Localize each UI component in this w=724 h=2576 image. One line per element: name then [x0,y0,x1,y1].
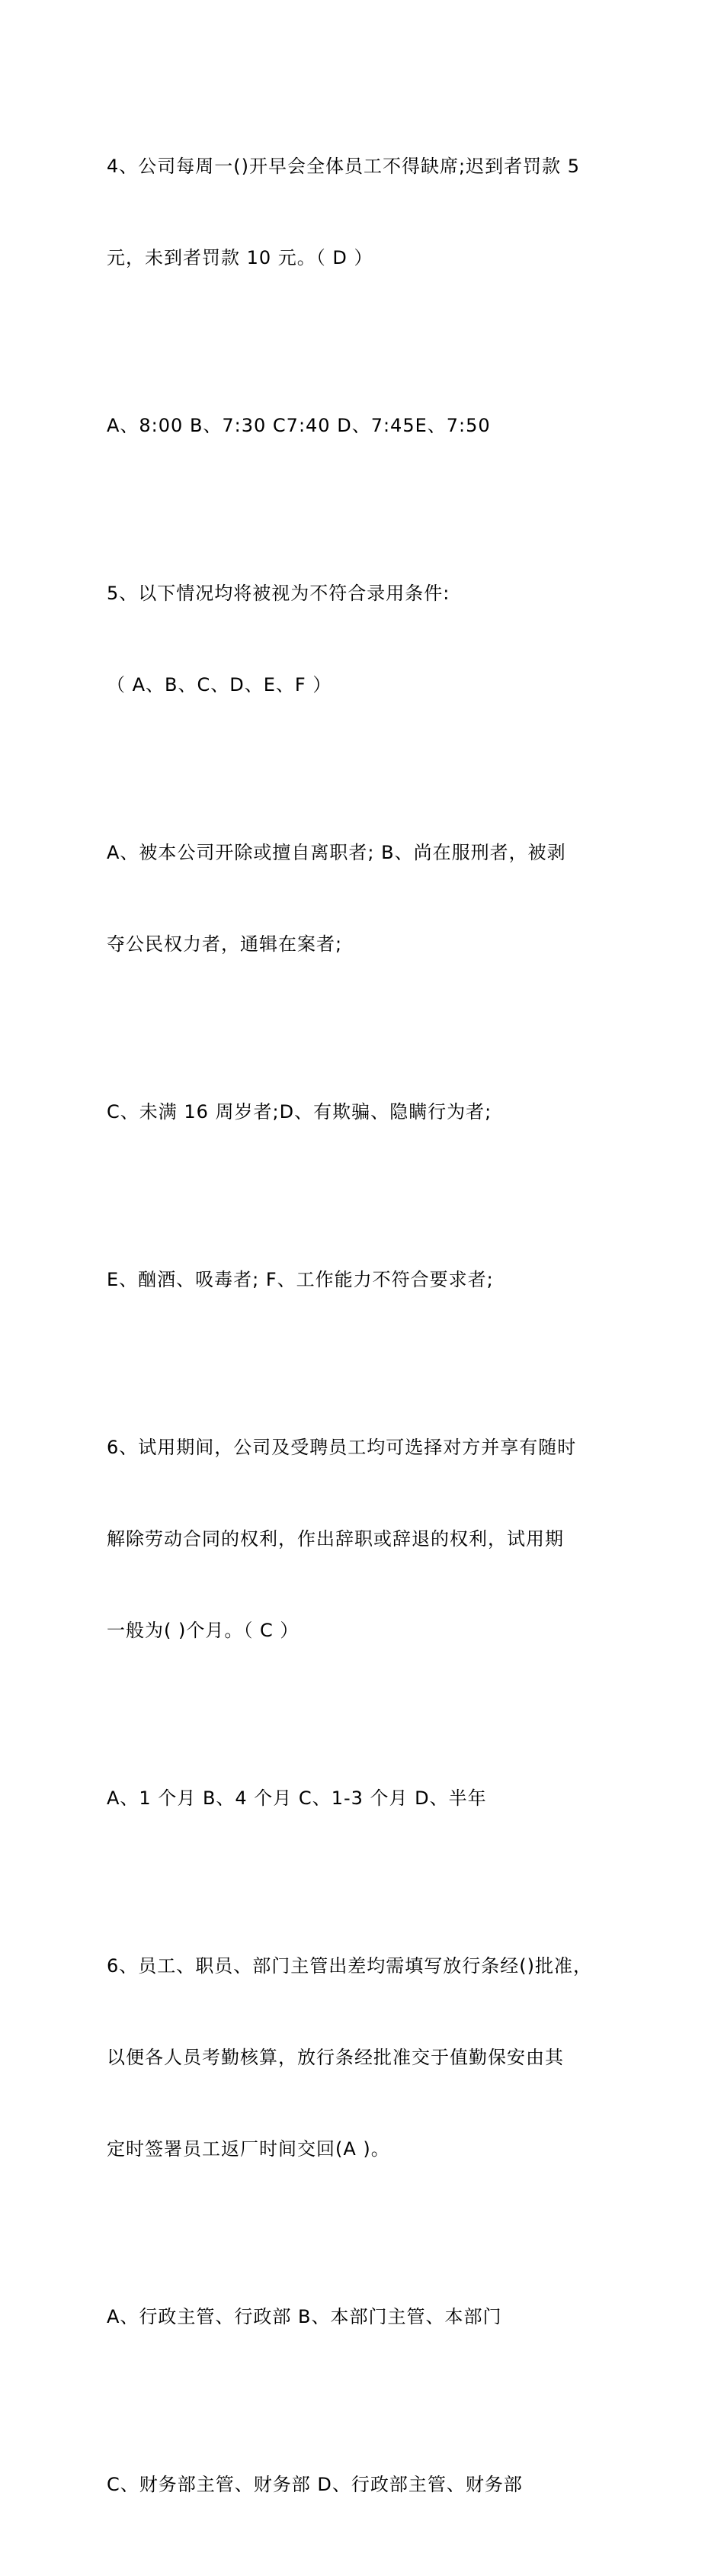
question-5-option-ab [107,776,640,1020]
text-line: A、8:00 B、7:30 C7:40 D、7:45E、7:50 [107,415,491,436]
text-line: A、被本公司开除或擅自离职者; B、尚在服刑者，被剥 [107,842,566,863]
text-line: 定时签署员工返厂时间交回(A )。 [107,2138,390,2160]
text-line: 5、以下情况均将被视为不符合录用条件: [107,583,450,604]
text-line: 6、试用期间，公司及受聘员工均可选择对方并享有随时 [107,1437,577,1458]
text-line: 解除劳动合同的权利，作出辞职或辞退的权利，试用期 [107,1528,564,1550]
question-4 [107,90,640,334]
text-line: E、酗酒、吸毒者; F、工作能力不符合要求者; [107,1269,494,1290]
question-6b-option-ab [107,2240,640,2393]
question-5-option-cd [107,1036,640,1188]
text-line: 一般为( )个月。（ C ） [107,1620,300,1641]
question-5-option-ef [107,1203,640,1356]
question-6b-option-cd [107,2408,640,2561]
question-5 [107,517,640,761]
document-page [107,90,640,2576]
question-6a [107,1371,640,1707]
text-line: A、1 个月 B、4 个月 C、1-3 个月 D、半年 [107,1787,487,1809]
text-line: 6、员工、职员、部门主管出差均需填写放行条经()批准， [107,1955,592,1977]
question-6b [107,1890,640,2225]
text-line: A、行政主管、行政部 B、本部门主管、本部门 [107,2306,502,2327]
text-line: 元，未到者罚款 10 元。（ D ） [107,247,373,268]
text-line: C、未满 16 周岁者;D、有欺骗、隐瞒行为者; [107,1101,492,1123]
question-6a-options [107,1722,640,1874]
question-4-options [107,349,640,502]
text-line: 夺公民权力者，通辑在案者; [107,933,343,955]
text-line: 4、公司每周一()开早会全体员工不得缺席;迟到者罚款 5 [107,156,580,177]
text-line: C、财务部主管、财务部 D、行政部主管、财务部 [107,2474,523,2495]
text-line: （ A、B、C、D、E、F ） [107,674,332,695]
text-line: 以便各人员考勤核算，放行条经批准交于值勤保安由其 [107,2047,564,2068]
